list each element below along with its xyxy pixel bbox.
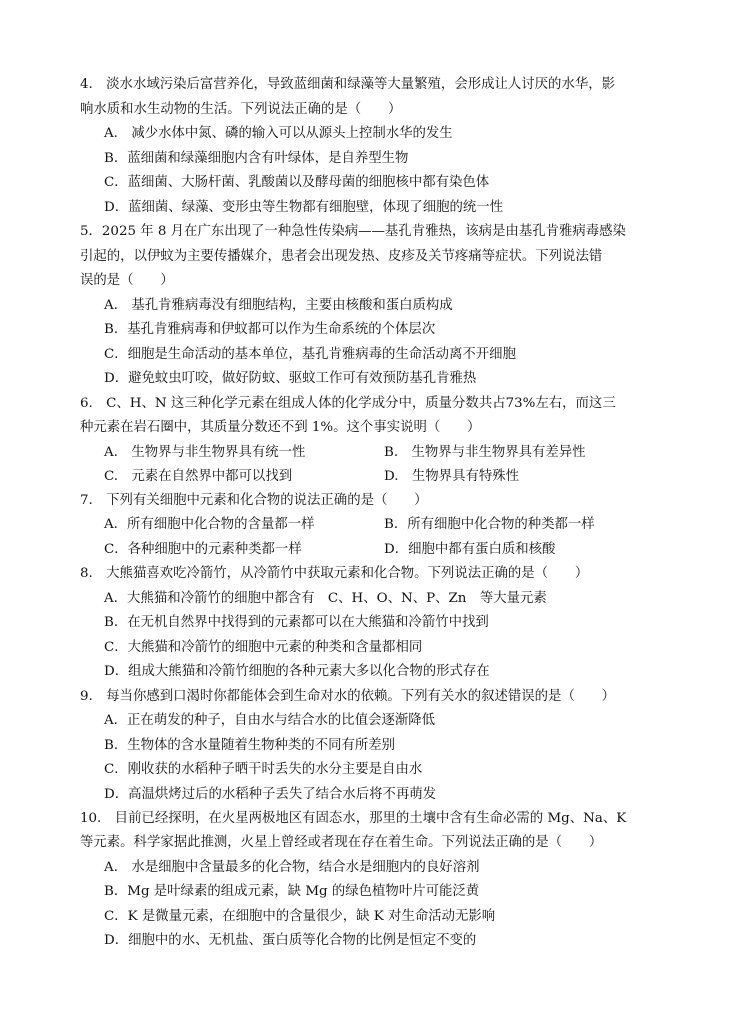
question-4-option-d: D．蓝细菌、绿藻、变形虫等生物都有细胞壁，体现了细胞的统一性 bbox=[104, 200, 504, 215]
question-9-option-b: B．生物体的含水量随着生物种类的不同有所差别 bbox=[104, 738, 396, 753]
question-9-stem-line-1: 9. 每当你感到口渴时你都能体会到生命对水的依赖。下列有关水的叙述错误的是（ ） bbox=[80, 689, 616, 704]
question-10-stem-line-2: 等元素。科学家据此推测，火星上曾经或者现在存在着生命。下列说法正确的是（ ） bbox=[80, 835, 603, 850]
question-5-stem-line-2: 引起的，以伊蚊为主要传播媒介，患者会出现发热、皮疹及关节疼痛等症状。下列说法错 bbox=[80, 249, 603, 264]
question-4-stem-line-2: 响水质和水生动物的生活。下列说法正确的是（ ） bbox=[80, 102, 402, 117]
question-7-option-d: D．细胞中都有蛋白质和核酸 bbox=[384, 542, 556, 557]
question-6-stem-line-2: 种元素在岩石圈中，其质量分数还不到 1%。这个事实说明（ ） bbox=[80, 420, 481, 435]
question-9-option-c: C．刚收获的水稻种子晒干时丢失的水分主要是自由水 bbox=[104, 762, 423, 777]
question-5-option-a: A. 基孔肯雅病毒没有细胞结构，主要由核酸和蛋白质构成 bbox=[104, 298, 453, 313]
question-7-option-b: B．所有细胞中化合物的种类都一样 bbox=[384, 517, 595, 532]
question-10-option-a: A. 水是细胞中含量最多的化合物，结合水是细胞内的良好溶剂 bbox=[104, 860, 480, 875]
question-8-option-b: B．在无机自然界中找得到的元素都可以在大熊猫和冷箭竹中找到 bbox=[104, 615, 489, 630]
question-4-stem-line-1: 4. 淡水水域污染后富营养化，导致蓝细菌和绿藻等大量繁殖，会形成让人讨厌的水华，影 bbox=[80, 77, 616, 92]
question-8-option-c: C．大熊猫和冷箭竹的细胞中元素的种类和含量都相同 bbox=[104, 640, 423, 655]
question-10-stem-line-1: 10. 目前已经探明，在火星两极地区有固态水，那里的土壤中含有生命必需的 Mg、Na、K bbox=[80, 811, 627, 826]
question-6-stem-line-1: 6. C、H、N 这三种化学元素在组成人体的化学成分中，质量分数共占73%左右，而这三 bbox=[80, 396, 616, 411]
question-4-option-b: B．蓝细菌和绿藻细胞内含有叶绿体，是自养型生物 bbox=[104, 151, 409, 166]
question-10-option-d: D．细胞中的水、无机盐、蛋白质等化合物的比例是恒定不变的 bbox=[104, 933, 477, 948]
question-8-stem-line-1: 8. 大熊猫喜欢吃冷箭竹，从冷箭竹中获取元素和化合物。下列说法正确的是（ ） bbox=[80, 566, 589, 581]
question-9-option-d: D．高温烘烤过后的水稻种子丢失了结合水后将不再萌发 bbox=[104, 787, 437, 802]
question-5-stem-line-1: 5．2025 年 8 月在广东出现了一种急性传染病——基孔肯雅热，该病是由基孔肯雅病毒感染 bbox=[80, 224, 626, 239]
question-8-option-d: D．组成大熊猫和冷箭竹细胞的各种元素大多以化合物的形式存在 bbox=[104, 664, 490, 679]
question-10-option-c: C．K 是微量元素，在细胞中的含量很少，缺 K 对生命活动无影响 bbox=[104, 909, 496, 924]
question-7-option-c: C．各种细胞中的元素种类都一样 bbox=[104, 542, 302, 557]
question-10-option-b: B．Mg 是叶绿素的组成元素，缺 Mg 的绿色植物叶片可能泛黄 bbox=[104, 884, 480, 899]
question-6-option-b: B. 生物界与非生物界具有差异性 bbox=[384, 445, 586, 460]
question-5-stem-line-3: 误的是（ ） bbox=[80, 273, 174, 288]
question-7-option-a: A．所有细胞中化合物的含量都一样 bbox=[104, 517, 315, 532]
question-4-option-c: C．蓝细菌、大肠杆菌、乳酸菌以及酵母菌的细胞核中都有染色体 bbox=[104, 175, 490, 190]
question-7-stem-line-1: 7. 下列有关细胞中元素和化合物的说法正确的是（ ） bbox=[80, 493, 428, 508]
question-6-option-c: C. 元素在自然界中都可以找到 bbox=[104, 469, 293, 484]
question-4-option-a: A. 减少水体中氮、磷的输入可以从源头上控制水华的发生 bbox=[104, 126, 453, 141]
question-6-option-d: D. 生物界具有特殊性 bbox=[384, 469, 520, 484]
question-5-option-c: C．细胞是生命活动的基本单位，基孔肯雅病毒的生命活动离不开细胞 bbox=[104, 347, 516, 362]
question-5-option-b: B．基孔肯雅病毒和伊蚊都可以作为生命系统的个体层次 bbox=[104, 322, 436, 337]
question-8-option-a: A．大熊猫和冷箭竹的细胞中都含有 C、H、O、N、P、Zn 等大量元素 bbox=[104, 591, 547, 606]
question-9-option-a: A．正在萌发的种子，自由水与结合水的比值会逐渐降低 bbox=[104, 713, 436, 728]
question-6-option-a: A. 生物界与非生物界具有统一性 bbox=[104, 445, 306, 460]
question-5-option-d: D．避免蚊虫叮咬，做好防蚊、驱蚊工作可有效预防基孔肯雅热 bbox=[104, 371, 477, 386]
